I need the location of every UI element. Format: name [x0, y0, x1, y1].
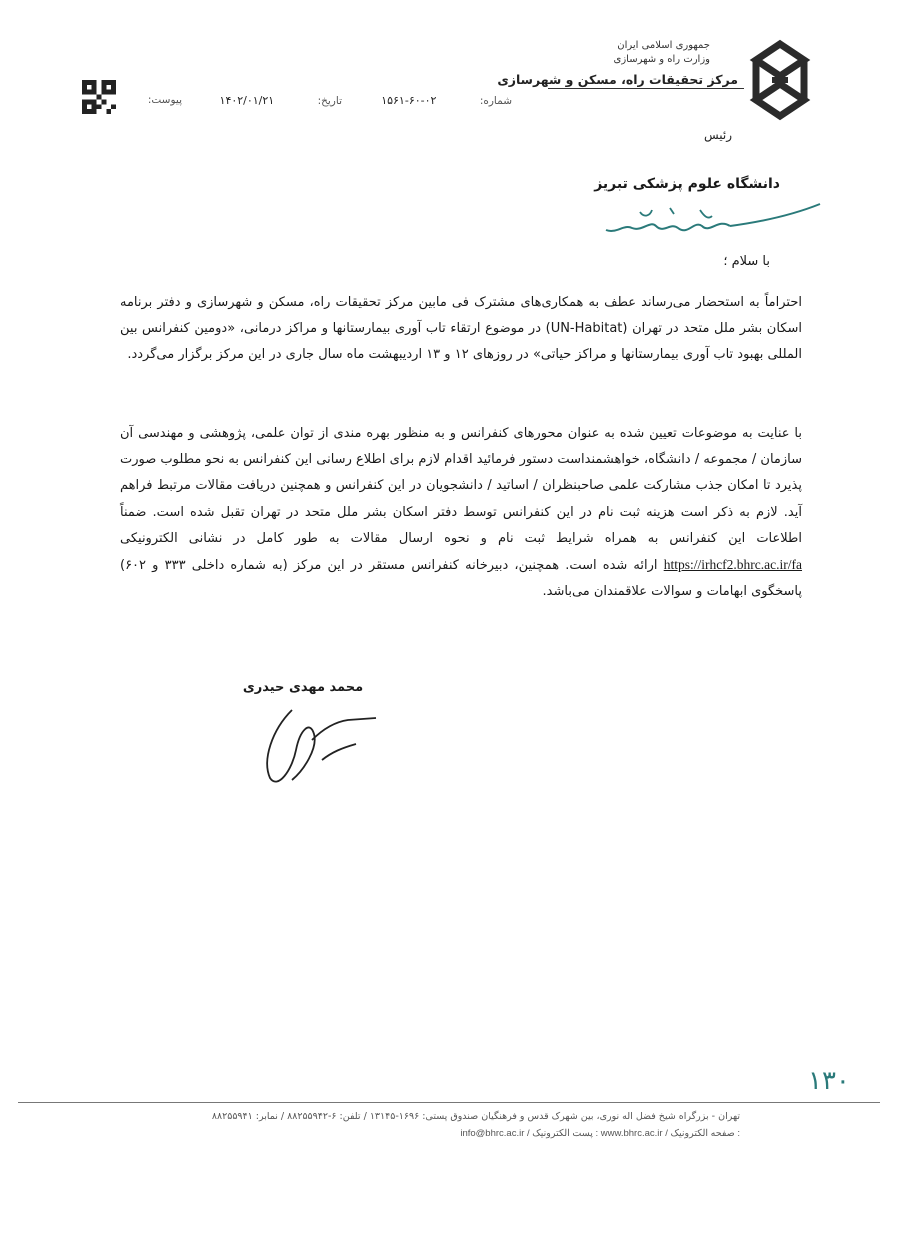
number-value: ۰۲-۶۰-۱۵۶۱ — [381, 94, 437, 107]
conference-url-link[interactable]: https://irhcf2.bhrc.ac.ir/fa — [663, 557, 803, 573]
paragraph-2-part-b: ارائه شده است. همچنین، دبیرخانه کنفرانس مستقر در این مرکز (به شماره داخلی ۳۳۳ و ۶۰۲) پاسخگوی ابهامات و سوالات علاقمندان می‌باشد. — [120, 558, 802, 600]
footer-rule — [18, 1102, 880, 1103]
gov-line-1: جمهوری اسلامی ایران — [617, 40, 710, 51]
handwritten-referral-note — [580, 196, 830, 246]
role-label: رئیس — [703, 128, 732, 142]
date-label: تاریخ: — [317, 95, 342, 107]
handwritten-page-number: ۱۳۰ — [808, 1066, 850, 1096]
paragraph-1: احتراماً به استحضار می‌رساند عطف به همکاری‌های مشترک فی مابین مرکز تحقیقات راه، مسکن و شهرسازی و دفتر برنامه اسکان بشر ملل متحد در تهران (UN-Habitat) در موضوع ارتقاء تاب آوری بیمارستانها و مراکز درمانی، «دومین کنفرانس بین المللی بهبود تاب آوری بیمارستانها و مراکز حیاتی» در روزهای ۱۲ و ۱۳ اردیبهشت ماه سال جاری در این مرکز برگزار می‌گردد. — [120, 295, 802, 363]
org-name: مرکز تحقیقات راه، مسکن و شهرسازی — [497, 72, 738, 87]
paragraph-2 — [120, 421, 802, 605]
gov-line-2: وزارت راه و شهرسازی — [613, 54, 710, 65]
date-value: ۱۴۰۲/۰۱/۲۱ — [219, 94, 275, 107]
signer-name: محمد مهدی حیدری — [242, 680, 364, 695]
date-field — [220, 94, 342, 107]
attachment-label: پیوست: — [147, 94, 182, 106]
footer-contact: info@bhrc.ac.ir / پست الکترونیک : www.bhrc.ac.ir / صفحه الکترونیک : — [460, 1128, 740, 1139]
greeting: با سلام ؛ — [723, 254, 770, 269]
footer-address: تهران - بزرگراه شیخ فضل اله نوری، بین شهرک قدس و فرهنگیان صندوق پستی: ۱۶۹۶-۱۳۱۴۵ / تلفن: ۶-۸۸۲۵۵۹۴۲ / نمابر: ۸۸۲۵۵۹۴۱ — [211, 1111, 740, 1122]
recipient: دانشگاه علوم پزشکی تبریز — [594, 176, 780, 192]
organization-logo — [742, 38, 818, 122]
qr-code-icon — [82, 80, 116, 114]
number-field — [381, 94, 512, 107]
number-label: شماره: — [479, 95, 512, 107]
handwritten-signature — [252, 700, 382, 790]
paragraph-2-part-a: با عنایت به موضوعات تعیین شده به عنوان محورهای کنفرانس و به منظور بهره مندی از توان علمی، پژوهشی و مهندسی آن سازمان / مجموعه / دانشگاه، خواهشمنداست دستور فرمائید اقدام لازم برای اطلاع رسانی این کنفرانس به نحو مطلوب صورت پذیرد تا امکان جذب مشارکت علمی صاحبنظران / اساتید / دانشجویان در این کنفرانس و همچنین دریافت مقالات مرتبط فراهم آید. لازم به ذکر است هزینه ثبت نام در این کنفرانس توسط دفتر اسکان بشر ملل متحد در تهران تقبل شده است. ضمناً اطلاعات این کنفرانس به همراه شرایط ثبت نام و نحوه ارسال مقالات به طور کامل در نشانی الکترونیکی — [120, 426, 802, 546]
header-rule — [548, 88, 744, 89]
